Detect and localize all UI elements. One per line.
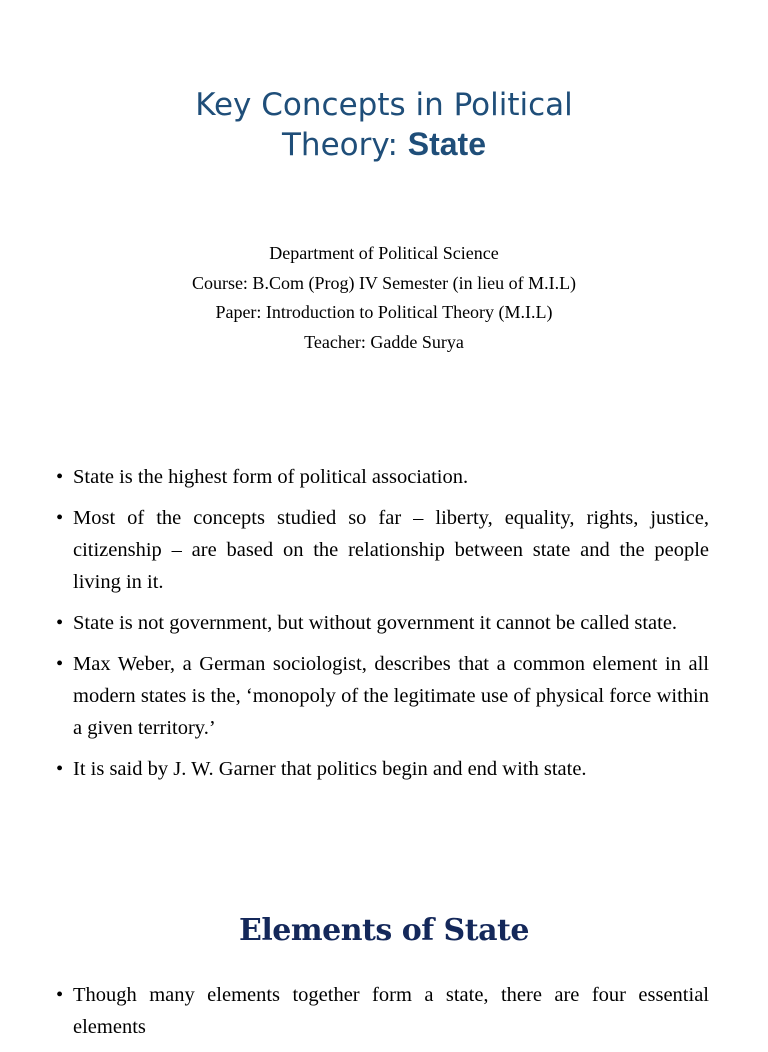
section-heading-elements: Elements of State	[239, 913, 529, 948]
bullet-item	[56, 502, 709, 598]
title-line-2-prefix: Theory:	[281, 127, 408, 163]
bullet-marker: •	[56, 758, 64, 780]
bullet-text: Though many elements together form a state, there are four essential elements	[73, 984, 709, 1038]
bullet-marker: •	[56, 984, 64, 1006]
bullet-marker: •	[56, 612, 64, 634]
bullet-text: State is the highest form of political association.	[73, 466, 469, 488]
title-emphasis: State	[407, 126, 486, 162]
teacher-line: Teacher: Gadde Surya	[304, 331, 464, 352]
department-line: Department of Political Science	[269, 243, 499, 263]
title-line-1: Key Concepts in Political	[195, 87, 573, 123]
course-line: Course: B.Com (Prog) IV Semester (in lieu of M.I.L)	[191, 272, 577, 293]
bullet-text: Most of the concepts studied so far – liberty, equality, rights, justice, citizenship – are based on the relationship between state and the people living in it.	[73, 507, 709, 593]
bullet-item	[56, 461, 709, 493]
paper-line: Paper: Introduction to Political Theory (M.I.L)	[215, 302, 553, 322]
bullet-item	[56, 648, 709, 744]
bullet-marker: •	[56, 653, 64, 675]
bullet-text: Max Weber, a German sociologist, describes that a common element in all modern states is the, ‘monopoly of the legitimate use of physical force within a given territory.’	[73, 653, 709, 739]
intro-bullet-list	[56, 461, 709, 794]
bullet-text: It is said by J. W. Garner that politics begin and end with state.	[73, 758, 587, 780]
bullet-marker: •	[56, 466, 64, 488]
bullet-item	[56, 753, 709, 785]
bullet-text: State is not government, but without government it cannot be called state.	[73, 612, 678, 634]
bullet-item	[56, 607, 709, 639]
elements-bullet-list	[56, 979, 709, 1052]
bullet-marker: •	[56, 507, 64, 529]
page-title	[0, 86, 768, 165]
bullet-item	[56, 979, 709, 1043]
course-info	[0, 239, 768, 357]
